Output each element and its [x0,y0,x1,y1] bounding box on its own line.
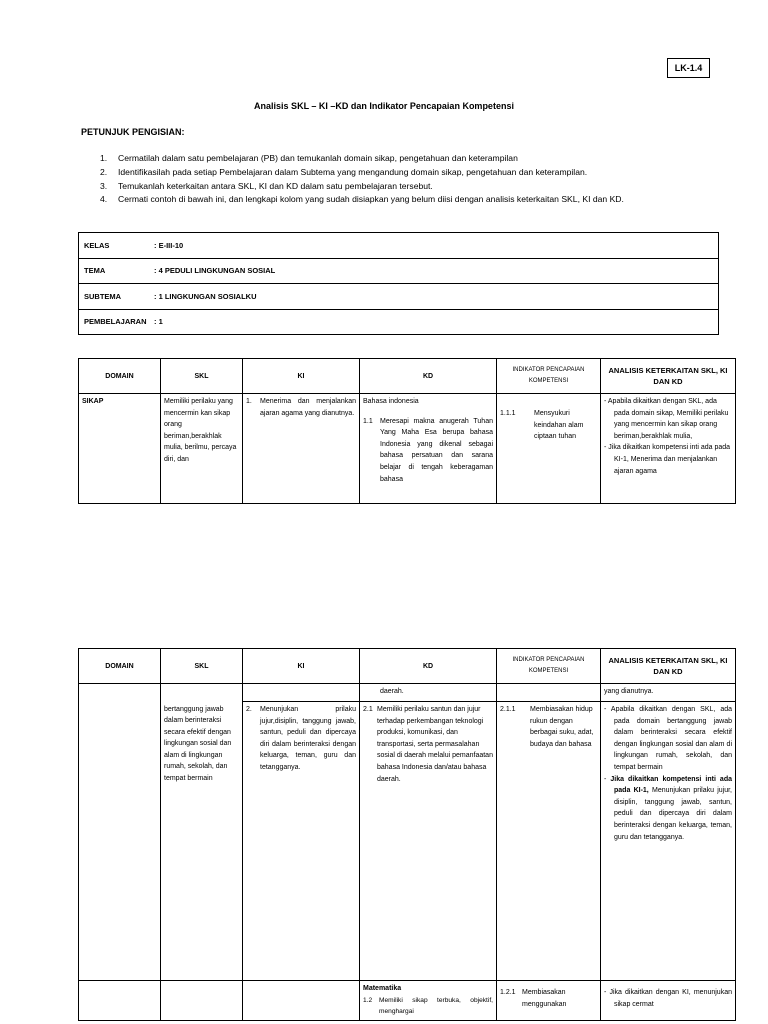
info-row-kelas: KELAS : E-III-10 [79,233,719,259]
document-code: LK-1.4 [667,58,710,78]
cell-skl [161,981,243,1021]
cell-ki [243,981,360,1021]
header-ki: KI [243,359,360,394]
cell-analisis-cont: yang dianutnya. [601,684,736,702]
cell-ki: 1. Menerima dan menjalankan ajaran agama yang dianutnya. [243,394,360,504]
cell-indikator: 1.1.1 Mensyukuri keindahan alam ciptaan tuhan [497,394,601,504]
header-indikator: INDIKATOR PENCAPAIAN KOMPETENSI [497,359,601,394]
cell-skl: Memiliki perilaku yang mencermin kan sikap orang beriman,berakhlak mulia, berilmu, percaya diri, dan [161,394,243,504]
instruction-item: 3. Temukanlah keterkaitan antara SKL, KI dan KD dalam satu pembelajaran tersebut. [100,180,433,191]
analysis-table-1 [78,358,736,504]
cell-domain [79,981,161,1021]
cell-ki: 2. Menunjukan prilaku jujur,disiplin, tanggung jawab, santun, peduli dan dipercaya diri dalam berinteraksi dengan keluarga, teman, guru dan tetangganya. [243,702,360,981]
cell-kd: Matematika 1.2 Memiliki sikap terbuka, objektif, menghargai [360,981,497,1021]
header-analisis: ANALISIS KETERKAITAN SKL, KI DAN KD [601,649,736,684]
cell-domain: SIKAP [79,394,161,504]
document-title: Analisis SKL – KI –KD dan Indikator Pencapaian Kompetensi [254,101,514,111]
instruction-item: 4. Cermati contoh di bawah ini, dan lengkapi kolom yang sudah disiapkan yang belum diisi dengan analisis keterkaitan SKL, KI dan KD. [100,194,624,205]
info-table [78,232,719,335]
info-row-tema: TEMA : 4 PEDULI LINGKUNGAN SOSIAL [79,258,719,284]
cell-indikator: 1.2.1 Membiasakan menggunakan [497,981,601,1021]
cell-indikator-cont [497,684,601,702]
header-analisis: ANALISIS KETERKAITAN SKL, KI DAN KD [601,359,736,394]
info-row-pembelajaran: PEMBELAJARAN : 1 [79,309,719,335]
cell-ki-cont [243,684,360,702]
header-kd: KD [360,649,497,684]
header-skl: SKL [161,649,243,684]
instruction-item: 1. Cermatilah dalam satu pembelajaran (PB) dan temukanlah domain sikap, pengetahuan dan keterampilan [100,153,518,163]
header-kd: KD [360,359,497,394]
cell-domain [79,684,161,981]
cell-kd: Bahasa indonesia 1.1 Meresapi makna anugerah Tuhan Yang Maha Esa berupa bahasa Indonesia yang dikenal sebagai bahasa persatuan dan sarana belajar di tengah keberagaman bahasa [360,394,497,504]
cell-analisis: - Apabila dikaitkan dengan SKL, ada pada domain sikap, Memiliki perilaku yang mencermin kan sikap orang beriman,berakhlak mulia, - Jika dikaitkan kompetensi inti ada pada KI-1, Menerima dan menjalankan ajaran agama [601,394,736,504]
cell-analisis: - Apabila dikaitkan dengan SKL, ada pada domain bertanggung jawab dalam berinteraksi secara efektif dengan lingkungan sosial dan alam di lingkungan rumah, sekolah, dan tempat bermain - Jika dikaitkan kompetensi inti ada pada KI-1, Menunjukan prilaku jujur, disiplin, tanggung jawab, santun, peduli dan dipercaya diri dalam berinteraksi dengan keluarga, teman, guru dan tetangganya. [601,702,736,981]
analysis-table-2 [78,648,736,1021]
header-domain: DOMAIN [79,359,161,394]
cell-analisis: - Jika dikaitkan dengan KI, menunjukan sikap cermat [601,981,736,1021]
cell-kd: 2.1 Memiliki perilaku santun dan jujur terhadap perkembangan teknologi produksi, komunikasi, dan transportasi, serta permasalahan sosial di daerah melalui pemanfaatan bahasa Indonesia dan/atau bahasa daerah. [360,702,497,981]
instructions-heading: PETUNJUK PENGISIAN: [81,127,185,137]
header-domain: DOMAIN [79,649,161,684]
header-ki: KI [243,649,360,684]
cell-kd-cont: daerah. [360,684,497,702]
cell-indikator: 2.1.1 Membiasakan hidup rukun dengan berbagai suku, adat, budaya dan bahasa [497,702,601,981]
cell-skl: bertanggung jawab dalam berinteraksi secara efektif dengan lingkungan sosial dan alam di lingkungan rumah, sekolah, dan tempat bermain [161,702,243,981]
info-row-subtema: SUBTEMA : 1 LINGKUNGAN SOSIALKU [79,284,719,310]
header-skl: SKL [161,359,243,394]
header-indikator: INDIKATOR PENCAPAIAN KOMPETENSI [497,649,601,684]
instruction-item: 2. Identifikasilah pada setiap Pembelajaran dalam Subtema yang mengandung domain sikap, pengetahuan dan keterampilan. [100,166,588,177]
instructions-list [100,152,624,207]
cell-skl-cont [161,684,243,702]
